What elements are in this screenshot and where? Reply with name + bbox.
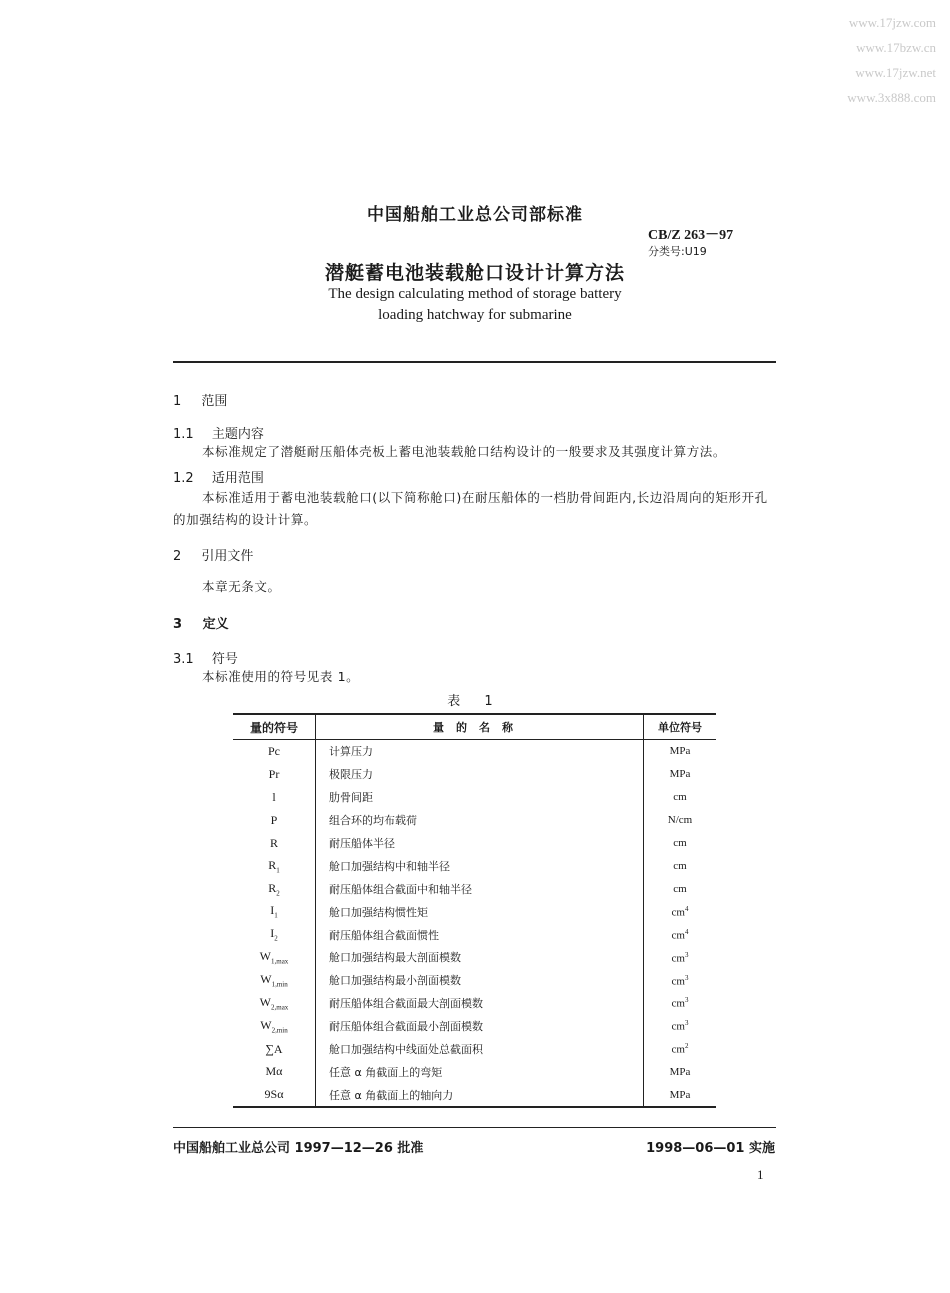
quantity-name-cell: 任意 α 角截面上的轴向力 [316, 1083, 644, 1107]
section-number: 1.1 [173, 427, 194, 442]
unit-superscript: 4 [684, 904, 689, 913]
header-symbol: 量的符号 [233, 714, 316, 740]
symbol-cell [233, 1015, 316, 1038]
unit-text: cm [673, 859, 687, 872]
section-number: 1.2 [173, 471, 194, 486]
section-heading-3 [173, 613, 229, 632]
table-row [233, 786, 716, 809]
table-row [233, 1083, 716, 1107]
header-name: 量的名称 [316, 714, 644, 740]
paragraph-3-1: 本标准使用的符号见表 1。 [202, 669, 360, 684]
symbol-cell [233, 992, 316, 1015]
title-en-line: The design calculating method of storage battery [328, 286, 622, 302]
section-heading-1-1 [173, 423, 264, 442]
quantity-name-cell: 舱口加强结构最小剖面模数 [316, 969, 644, 992]
section-heading-2 [173, 545, 253, 564]
table-row [233, 832, 716, 855]
table-row [233, 854, 716, 877]
symbol-cell [233, 854, 316, 877]
unit-cell [644, 969, 717, 992]
footer-rule [173, 1127, 776, 1128]
unit-cell [644, 786, 717, 809]
section-number: 3 [173, 617, 183, 632]
section-heading-1-2 [173, 467, 264, 486]
unit-text: cm [671, 1043, 685, 1056]
symbol-text: Mα [265, 1064, 283, 1079]
section-number: 2 [173, 549, 182, 564]
symbol-text: 9Sα [264, 1087, 284, 1102]
symbol-text: R [268, 857, 277, 872]
section-title: 主题内容 [211, 427, 264, 442]
symbol-text: Pc [268, 743, 280, 758]
unit-cell [644, 1015, 717, 1038]
table-row [233, 740, 716, 763]
effective-date: 1998—06—01 实施 [646, 1141, 775, 1156]
symbol-cell [233, 1083, 316, 1107]
table-row [233, 809, 716, 832]
symbol-cell [233, 946, 316, 969]
unit-cell [644, 832, 717, 855]
table-row [233, 923, 716, 946]
watermark-line: www.3x888.com [847, 90, 936, 105]
symbol-text: W [260, 1017, 272, 1032]
unit-text: N/cm [667, 814, 693, 827]
quantity-name-cell: 舱口加强结构中和轴半径 [316, 854, 644, 877]
title-en-line: loading hatchway for submarine [378, 307, 572, 323]
quantity-name-cell: 肋骨间距 [316, 786, 644, 809]
section-title: 适用范围 [211, 471, 264, 486]
section-number: 1 [173, 394, 182, 409]
symbol-cell [233, 1038, 316, 1061]
unit-superscript: 3 [684, 950, 689, 959]
unit-superscript: 3 [684, 1019, 689, 1028]
symbol-subscript: 1 [274, 911, 278, 920]
symbol-subscript: 2 [276, 888, 280, 897]
standard-code: CB/Z 263－97 [648, 228, 734, 243]
quantity-name-cell: 耐压船体组合截面中和轴半径 [316, 877, 644, 900]
unit-cell [644, 740, 717, 763]
symbol-text: l [272, 789, 276, 804]
symbol-cell [233, 809, 316, 832]
table-row [233, 763, 716, 786]
quantity-name-cell: 极限压力 [316, 763, 644, 786]
symbol-subscript: 2,min [271, 1026, 288, 1035]
symbol-cell [233, 969, 316, 992]
organization-title: 中国船舶工业总公司部标准 [367, 205, 583, 225]
quantity-name-cell: 耐压船体组合截面惯性 [316, 923, 644, 946]
quantity-name-cell: 组合环的均布载荷 [316, 809, 644, 832]
unit-text: cm [673, 837, 687, 849]
quantity-name-cell: 耐压船体半径 [316, 832, 644, 855]
watermark-line: www.17jzw.com [848, 15, 936, 30]
table-row [233, 1015, 716, 1038]
unit-text: cm [673, 791, 687, 804]
unit-cell [644, 1083, 717, 1107]
symbol-cell [233, 877, 316, 900]
section-heading-1 [173, 390, 227, 409]
unit-text: cm [671, 975, 685, 988]
unit-text: MPa [669, 745, 691, 758]
symbol-cell [233, 763, 316, 786]
unit-cell [644, 877, 717, 900]
unit-text: MPa [669, 1088, 691, 1101]
paragraph-1-1: 本标准规定了潜艇耐压船体壳板上蓄电池装载舱口结构设计的一般要求及其强度计算方法。 [202, 444, 727, 459]
symbol-cell [233, 832, 316, 855]
symbol-text: W [259, 995, 271, 1010]
section-title: 定义 [202, 617, 229, 632]
classification-number: 分类号:U19 [648, 245, 707, 258]
unit-cell [644, 854, 717, 877]
symbol-subscript: 1 [276, 866, 280, 875]
unit-text: cm [671, 998, 685, 1011]
section-title: 范围 [201, 394, 228, 409]
table-row [233, 877, 716, 900]
symbol-text: I [270, 926, 275, 941]
table-row [233, 1060, 716, 1083]
approval-date: 中国船舶工业总公司 1997—12—26 批准 [173, 1141, 424, 1156]
watermark-line: www.17bzw.cn [856, 40, 936, 55]
section-title: 符号 [211, 652, 238, 667]
section-number: 3.1 [173, 652, 194, 667]
unit-superscript: 3 [684, 996, 689, 1005]
unit-cell [644, 1038, 717, 1061]
unit-cell [644, 946, 717, 969]
symbol-text: I [270, 903, 275, 918]
quantity-name-cell: 舱口加强结构惯性矩 [316, 900, 644, 923]
unit-superscript: 4 [684, 927, 689, 936]
symbol-subscript: 2,max [271, 1003, 289, 1012]
quantity-name-cell: 耐压船体组合截面最小剖面模数 [316, 1015, 644, 1038]
paragraph-2: 本章无条文。 [202, 579, 281, 594]
quantity-name-cell: 舱口加强结构中线面处总截面积 [316, 1038, 644, 1061]
symbol-text: W [259, 949, 271, 964]
unit-cell [644, 900, 717, 923]
watermark-line: www.17jzw.net [855, 65, 936, 80]
unit-superscript: 3 [684, 973, 689, 982]
symbol-text: R [268, 880, 277, 895]
unit-superscript: 2 [684, 1042, 689, 1051]
symbol-text: P [270, 812, 278, 827]
unit-text: cm [671, 906, 685, 919]
table-row [233, 900, 716, 923]
document-title-en [0, 284, 950, 326]
symbol-text: Pr [268, 766, 280, 781]
symbol-cell [233, 740, 316, 763]
symbol-cell [233, 1060, 316, 1083]
unit-text: MPa [669, 768, 691, 781]
unit-text: cm [671, 952, 685, 965]
paragraph-1-2: 本标准适用于蓄电池装载舱口(以下简称舱口)在耐压船体的一档肋骨间距内,长边沿周向的矩形开孔的加强结构的设计计算。 [173, 490, 768, 527]
section-title: 引用文件 [201, 549, 254, 564]
document-title-cn: 潜艇蓄电池装载舱口设计计算方法 [324, 262, 625, 284]
symbol-text: ∑A [265, 1041, 283, 1056]
table-row [233, 969, 716, 992]
symbol-subscript: 1,min [271, 980, 288, 989]
symbol-cell [233, 923, 316, 946]
header-rule [173, 361, 776, 363]
table-row [233, 946, 716, 969]
unit-cell [644, 1060, 717, 1083]
unit-text: cm [673, 882, 687, 895]
symbol-subscript: 2 [274, 934, 278, 943]
unit-text: cm [671, 929, 685, 942]
unit-cell [644, 923, 717, 946]
unit-cell [644, 763, 717, 786]
symbol-text: W [260, 972, 272, 987]
symbol-cell [233, 786, 316, 809]
table-header-row [233, 714, 716, 740]
unit-cell [644, 992, 717, 1015]
unit-text: cm [671, 1020, 685, 1033]
section-heading-3-1 [173, 648, 238, 667]
quantity-name-cell: 计算压力 [316, 740, 644, 763]
quantity-name-cell: 任意 α 角截面上的弯矩 [316, 1060, 644, 1083]
page-number: 1 [757, 1167, 764, 1182]
table-caption: 表 1 [447, 694, 503, 709]
table-row [233, 1038, 716, 1061]
quantity-name-cell: 舱口加强结构最大剖面模数 [316, 946, 644, 969]
quantity-name-cell: 耐压船体组合截面最大剖面模数 [316, 992, 644, 1015]
symbol-table [233, 713, 716, 1108]
symbol-text: R [269, 835, 278, 850]
symbol-subscript: 1,max [271, 957, 289, 966]
header-unit: 单位符号 [644, 714, 717, 740]
unit-text: MPa [669, 1065, 691, 1078]
symbol-cell [233, 900, 316, 923]
unit-cell [644, 809, 717, 832]
table-row [233, 992, 716, 1015]
